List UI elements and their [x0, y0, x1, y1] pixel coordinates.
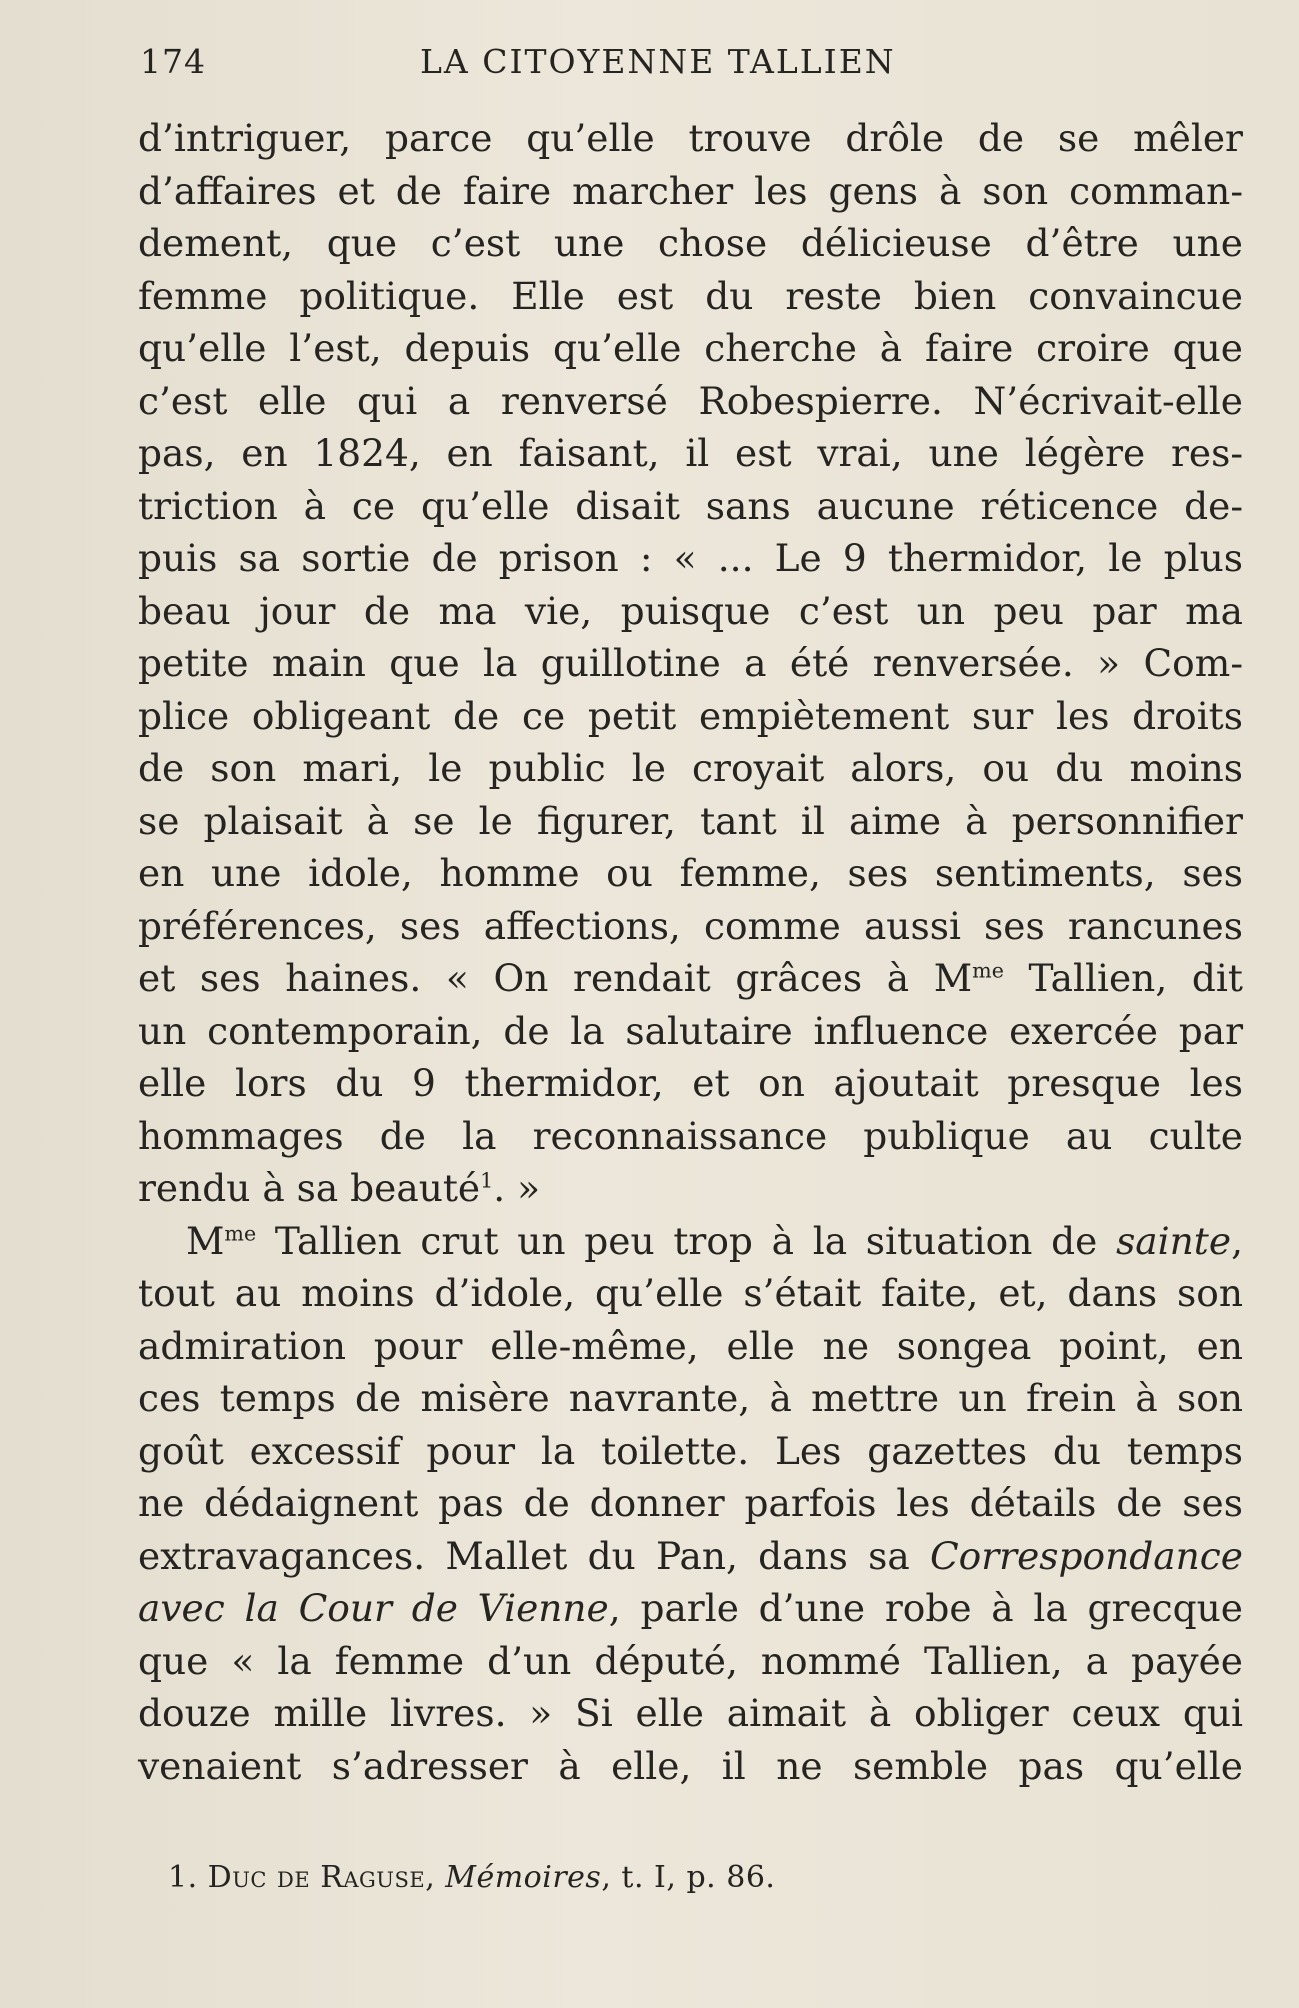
- text-run-mid: Tallien crut un peu trop à la situation de: [256, 1218, 1117, 1263]
- text-line: hommages de la reconnaissance publique au culte: [138, 1113, 1243, 1158]
- text-run-sup: 1: [480, 1168, 494, 1193]
- page-number: 174: [140, 42, 206, 81]
- text-run-it: Correspondance: [929, 1533, 1243, 1578]
- text-line: se plaisait à se le figurer, tant il aime à personnifier: [138, 798, 1243, 843]
- text-line: triction à ce qu’elle disait sans aucune réticence de-: [138, 483, 1243, 528]
- text-run-sup: me: [224, 1221, 257, 1245]
- text-line: c’est elle qui a renversé Robespierre. N’écrivait-elle: [138, 378, 1243, 423]
- footnote-author: Duc de Raguse: [207, 1860, 426, 1895]
- text-line: admiration pour elle-même, elle ne songea point, en: [138, 1323, 1243, 1368]
- text-run-post: , parle d’une robe à la grecque: [608, 1586, 1243, 1630]
- text-run-post: ,: [1231, 1218, 1243, 1263]
- text-line: petite main que la guillotine a été renversée. » Com-: [138, 641, 1243, 685]
- text-line: [138, 952, 1243, 1005]
- footnote-number: 1.: [168, 1860, 198, 1895]
- text-run-post: Tallien, dit: [1003, 956, 1243, 1000]
- text-line: préférences, ses affections, comme aussi ses rancunes: [138, 903, 1243, 948]
- text-run-sup: me: [972, 958, 1004, 983]
- text-line: goût excessif pour la toilette. Les gazettes du temps: [138, 1428, 1243, 1473]
- text-run-post: . »: [493, 1166, 541, 1210]
- footnote: [168, 1860, 775, 1895]
- text-run-it: avec la Cour de Vienne: [138, 1586, 609, 1630]
- text-run-it: sainte: [1116, 1218, 1232, 1263]
- text-line: douze mille livres. » Si elle aimait à obliger ceux qui: [138, 1691, 1243, 1735]
- text-line: un contemporain, de la salutaire influence exercée par: [138, 1008, 1243, 1053]
- text-line: que « la femme d’un député, nommé Tallien, a payée: [138, 1638, 1243, 1683]
- text-line: puis sa sortie de prison : « ... Le 9 thermidor, le plus: [138, 536, 1243, 580]
- footnote-reference: , t. I, p. 86.: [601, 1860, 776, 1895]
- text-line: [138, 1215, 1243, 1268]
- text-run-pre: M: [186, 1218, 225, 1263]
- page-header: [140, 42, 1240, 92]
- text-line: elle lors du 9 thermidor, et on ajoutait presque les: [138, 1061, 1243, 1105]
- text-line: plice obligeant de ce petit empiètement sur les droits: [138, 693, 1243, 738]
- text-line: d’affaires et de faire marcher les gens à son comman-: [138, 168, 1243, 213]
- text-line: [138, 1530, 1243, 1583]
- text-line: ces temps de misère navrante, à mettre un frein à son: [138, 1376, 1243, 1420]
- text-line: [138, 1162, 1243, 1215]
- text-line: pas, en 1824, en faisant, il est vrai, une légère res-: [138, 431, 1243, 475]
- running-title: LA CITOYENNE TALLIEN: [420, 42, 896, 81]
- body-text: [138, 112, 1243, 1792]
- text-run-pre: rendu à sa beauté: [138, 1166, 481, 1210]
- text-line: de son mari, le public le croyait alors, ou du moins: [138, 746, 1243, 790]
- text-line: beau jour de ma vie, puisque c’est un peu par ma: [138, 588, 1243, 633]
- text-line: venaient s’adresser à elle, il ne semble pas qu’elle: [138, 1743, 1243, 1788]
- text-line: dement, que c’est une chose délicieuse d’être une: [138, 221, 1243, 265]
- text-line: femme politique. Elle est du reste bien convaincue: [138, 273, 1243, 318]
- text-run-pre: extravagances. Mallet du Pan, dans sa: [138, 1533, 930, 1578]
- text-line: qu’elle l’est, depuis qu’elle cherche à faire croire que: [138, 326, 1243, 370]
- footnote-separator: ,: [425, 1860, 446, 1895]
- text-line: en une idole, homme ou femme, ses sentiments, ses: [138, 851, 1243, 895]
- text-line: ne dédaignent pas de donner parfois les détails de ses: [138, 1481, 1243, 1525]
- text-line: [138, 1582, 1243, 1635]
- footnote-work: Mémoires: [445, 1860, 602, 1895]
- text-run-pre: et ses haines. « On rendait grâces à M: [138, 956, 973, 1000]
- text-line: d’intriguer, parce qu’elle trouve drôle de se mêler: [138, 116, 1243, 160]
- text-line: tout au moins d’idole, qu’elle s’était faite, et, dans son: [138, 1271, 1243, 1315]
